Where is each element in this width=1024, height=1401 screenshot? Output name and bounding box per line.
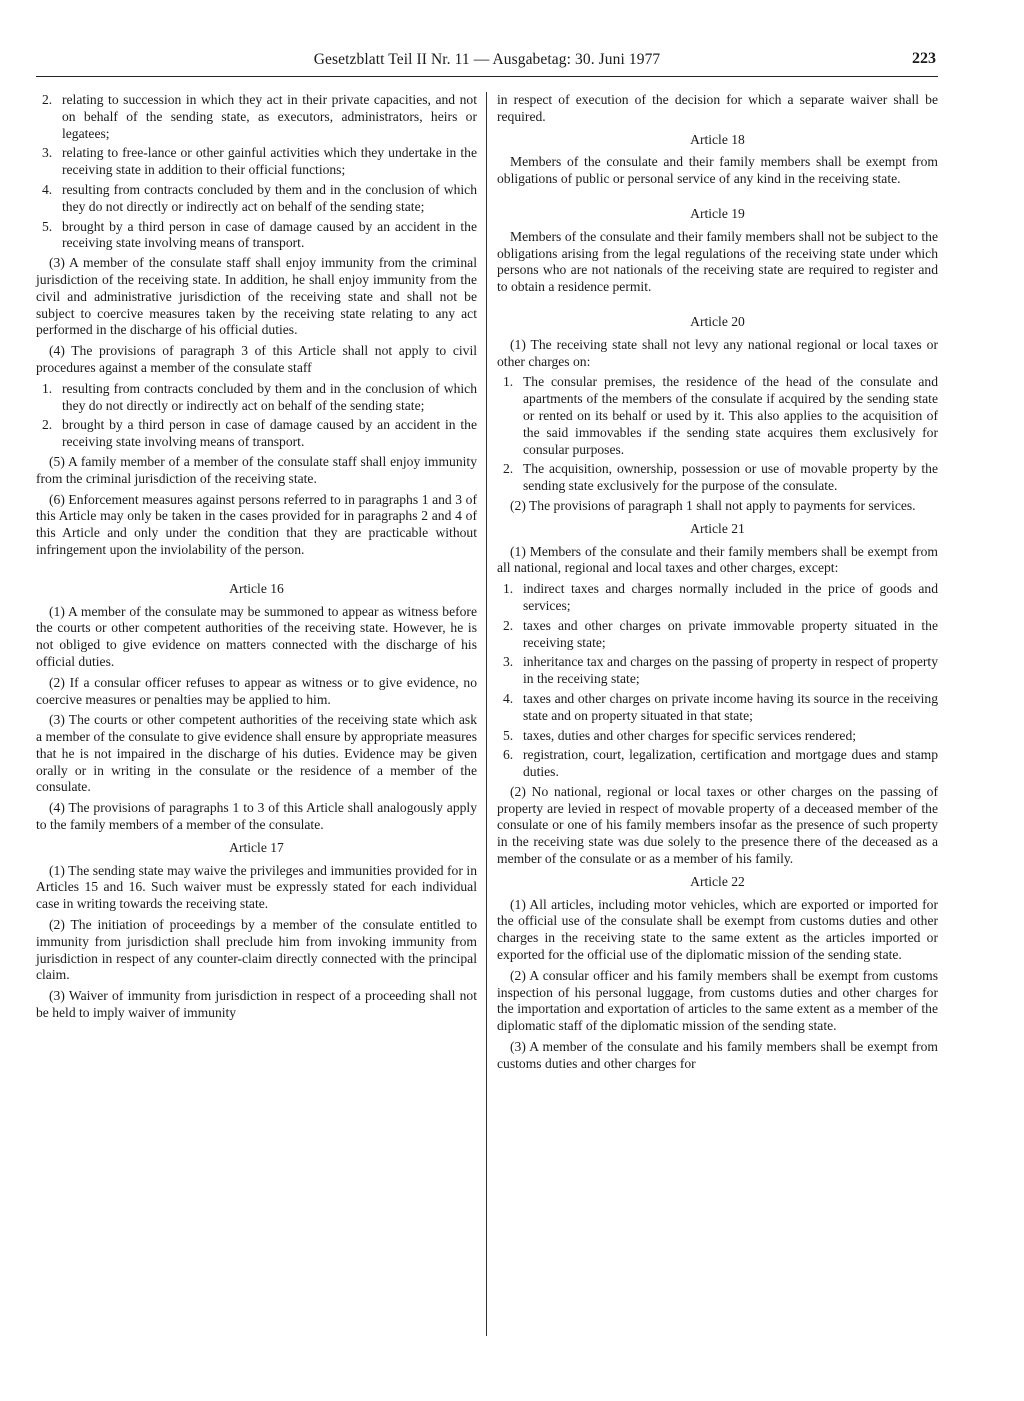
paragraph: Members of the consulate and their family members shall be exempt from obligations of public or personal service of any kind in the receiving state. — [497, 154, 938, 187]
list-item — [497, 728, 938, 745]
paragraph: Members of the consulate and their family members shall not be subject to the obligations arising from the legal regulations of the receiving state under which persons who are not nationals of the receiving state are required to register and to obtain a residence permit. — [497, 228, 938, 295]
paragraph: (3) A member of the consulate staff shall enjoy immunity from the criminal jurisdiction of the receiving state. In addition, he shall enjoy immunity from the civil and administrative jurisdiction of the receiving state and shall not be subject to coercive measures taken by the receiving state relating to any act performed in the discharge of his official duties. — [36, 255, 477, 338]
item-number: 1. — [503, 581, 514, 597]
paragraph: (2) The provisions of paragraph 1 shall not apply to payments for services. — [510, 497, 916, 513]
paragraph: (3) Waiver of immunity from jurisdiction in respect of a proceeding shall not be held to imply waiver of immunity — [36, 988, 477, 1021]
item-number: 4. — [42, 181, 53, 197]
article-17-heading: Article 17 — [229, 839, 284, 855]
item-number: 2. — [503, 617, 514, 633]
article-20-heading: Article 20 — [690, 313, 745, 329]
item-number: 6. — [503, 747, 514, 763]
item-text: relating to succession in which they act in their private capacities, and not on behalf of the sending state, as executors, administrators, heirs or legatees; — [62, 92, 477, 141]
paragraph: (3) A member of the consulate and his family members shall be exempt from customs duties and other charges for — [497, 1039, 938, 1071]
paragraph: (2) The initiation of proceedings by a member of the consulate entitled to immunity from jurisdiction shall preclude him from invoking immunity from jurisdiction in respect of any counter-claim directly connected with the principal claim. — [36, 917, 477, 983]
item-text: The acquisition, ownership, possession or use of movable property by the sending state exclusively for the purpose of the consulate. — [523, 461, 938, 494]
item-text: taxes, duties and other charges for specific services rendered; — [523, 727, 857, 743]
item-number: 4. — [503, 690, 514, 706]
item-text: registration, court, legalization, certification and mortgage dues and stamp duties. — [523, 747, 938, 780]
article-22-heading: Article 22 — [690, 873, 745, 889]
paragraph: (2) If a consular officer refuses to appear as witness or to give evidence, no coercive measures or penalties may be applied to him. — [36, 674, 477, 707]
item-number: 3. — [503, 654, 514, 670]
item-number: 5. — [42, 218, 53, 234]
item-text: taxes and other charges on private income having its source in the receiving state and on property situated in that state; — [523, 690, 938, 723]
item-text: indirect taxes and charges normally included in the price of goods and services; — [523, 581, 938, 613]
paragraph-continuation: in respect of execution of the decision for which a separate waiver shall be required. — [497, 92, 938, 124]
paragraph: (2) A consular officer and his family members shall be exempt from customs inspection of his personal luggage, from customs duties and other charges for the importation and exportation of articles to the same extent as a member of the diplomatic staff of the diplomatic mission of the sending state. — [497, 967, 938, 1034]
item-number: 2. — [503, 461, 514, 477]
list-item — [497, 747, 938, 781]
article-21-heading: Article 21 — [690, 520, 745, 536]
item-number: 2. — [42, 92, 53, 107]
item-number: 1. — [503, 374, 514, 390]
paragraph: (1) Members of the consulate and their family members shall be exempt from all national, regional and local taxes and other charges, except: — [497, 543, 938, 576]
right-column — [497, 92, 938, 1077]
item-text: taxes and other charges on private immovable property situated in the receiving state; — [523, 617, 938, 650]
list-item — [36, 417, 477, 451]
paragraph: (1) A member of the consulate may be summoned to appear as witness before the courts or other competent authorities of the receiving state. However, he is not obliged to give evidence on matters connected with the discharge of his official duties. — [36, 603, 477, 669]
list-item — [36, 145, 477, 179]
paragraph: (1) The sending state may waive the privileges and immunities provided for in Articles 15 and 16. Such waiver must be expressly stated for each individual case in writing towards the receiving state. — [36, 862, 477, 912]
paragraph: (4) The provisions of paragraph 3 of this Article shall not apply to civil procedures against a member of the consulate staff — [36, 343, 477, 375]
left-column — [36, 92, 477, 1026]
item-number: 5. — [503, 727, 514, 743]
item-text: brought by a third person in case of damage caused by an accident in the receiving state involving means of transport. — [62, 417, 477, 450]
item-text: relating to free-lance or other gainful activities which they undertake in the receiving state in addition to their official functions; — [62, 145, 477, 178]
list-item — [497, 374, 938, 458]
list-item — [497, 461, 938, 495]
item-number: 2. — [42, 417, 53, 433]
paragraph: (1) The receiving state shall not levy any national regional or local taxes or other charges on: — [497, 336, 938, 369]
list-item — [497, 654, 938, 688]
item-number: 1. — [42, 380, 53, 396]
list-item — [497, 581, 938, 615]
paragraph: (2) No national, regional or local taxes or other charges on the passing of property are levied in respect of movable property of a deceased member of the consulate or one of his family members insofar as the presence of such property in the receiving state was due solely to the presence there of the deceased as a member of the consulate or as a member of his family. — [497, 783, 938, 867]
article-16-heading: Article 16 — [229, 580, 284, 596]
item-text: resulting from contracts concluded by them and in the conclusion of which they do not directly or indirectly act on behalf of the sending state; — [62, 380, 477, 413]
running-title: Gesetzblatt Teil II Nr. 11 — Ausgabetag: 30. Juni 1977 — [313, 51, 661, 68]
paragraph: (3) The courts or other competent authorities of the receiving state which ask a member of the consulate to give evidence shall ensure by appropriate measures that he is not impaired in the discharge of his duties. Evidence may be given orally or in writing in the consulate or the residence of a member of the consulate. — [36, 712, 477, 795]
item-number: 3. — [42, 145, 53, 161]
list-item — [36, 219, 477, 253]
paragraph: (4) The provisions of paragraphs 1 to 3 of this Article shall analogously apply to the family members of a member of the consulate. — [36, 800, 477, 833]
item-text: brought by a third person in case of damage caused by an accident in the receiving state involving means of transport. — [62, 218, 477, 251]
item-text: inheritance tax and charges on the passing of property in respect of property in the receiving state; — [523, 654, 938, 687]
list-item — [36, 92, 477, 142]
item-text: resulting from contracts concluded by them and in the conclusion of which they do not directly or indirectly act on behalf of the sending state; — [62, 181, 477, 214]
list-item — [497, 691, 938, 725]
article-19-heading: Article 19 — [690, 205, 745, 221]
page-number: 223 — [912, 50, 936, 67]
list-item — [36, 381, 477, 415]
paragraph: (5) A family member of a member of the consulate staff shall enjoy immunity from the criminal jurisdiction of the receiving state. — [36, 453, 477, 486]
item-text: The consular premises, the residence of the head of the consulate and apartments of the members of the consulate if acquired by the sending state or rented on its behalf or used by it. This also applies to the acquisition of the said immovables if the sending state acquires them exclusively for consular purposes. — [523, 374, 938, 457]
article-18-heading: Article 18 — [690, 131, 745, 147]
list-item — [497, 618, 938, 652]
column-divider — [486, 92, 487, 1336]
paragraph: (1) All articles, including motor vehicles, which are exported or imported for the official use of the consulate shall be exempt from customs duties and other charges in the receiving state to the same extent as the articles imported or exported for the official use of the diplomatic mission of the sending state. — [497, 896, 938, 963]
paragraph: (6) Enforcement measures against persons referred to in paragraphs 1 and 3 of this Article may only be taken in the cases provided for in paragraphs 2 and 4 of this Article and only under the condition that they are practicable without infringement upon the inviolability of the person. — [36, 491, 477, 557]
page-header — [36, 48, 938, 77]
list-item — [36, 182, 477, 216]
